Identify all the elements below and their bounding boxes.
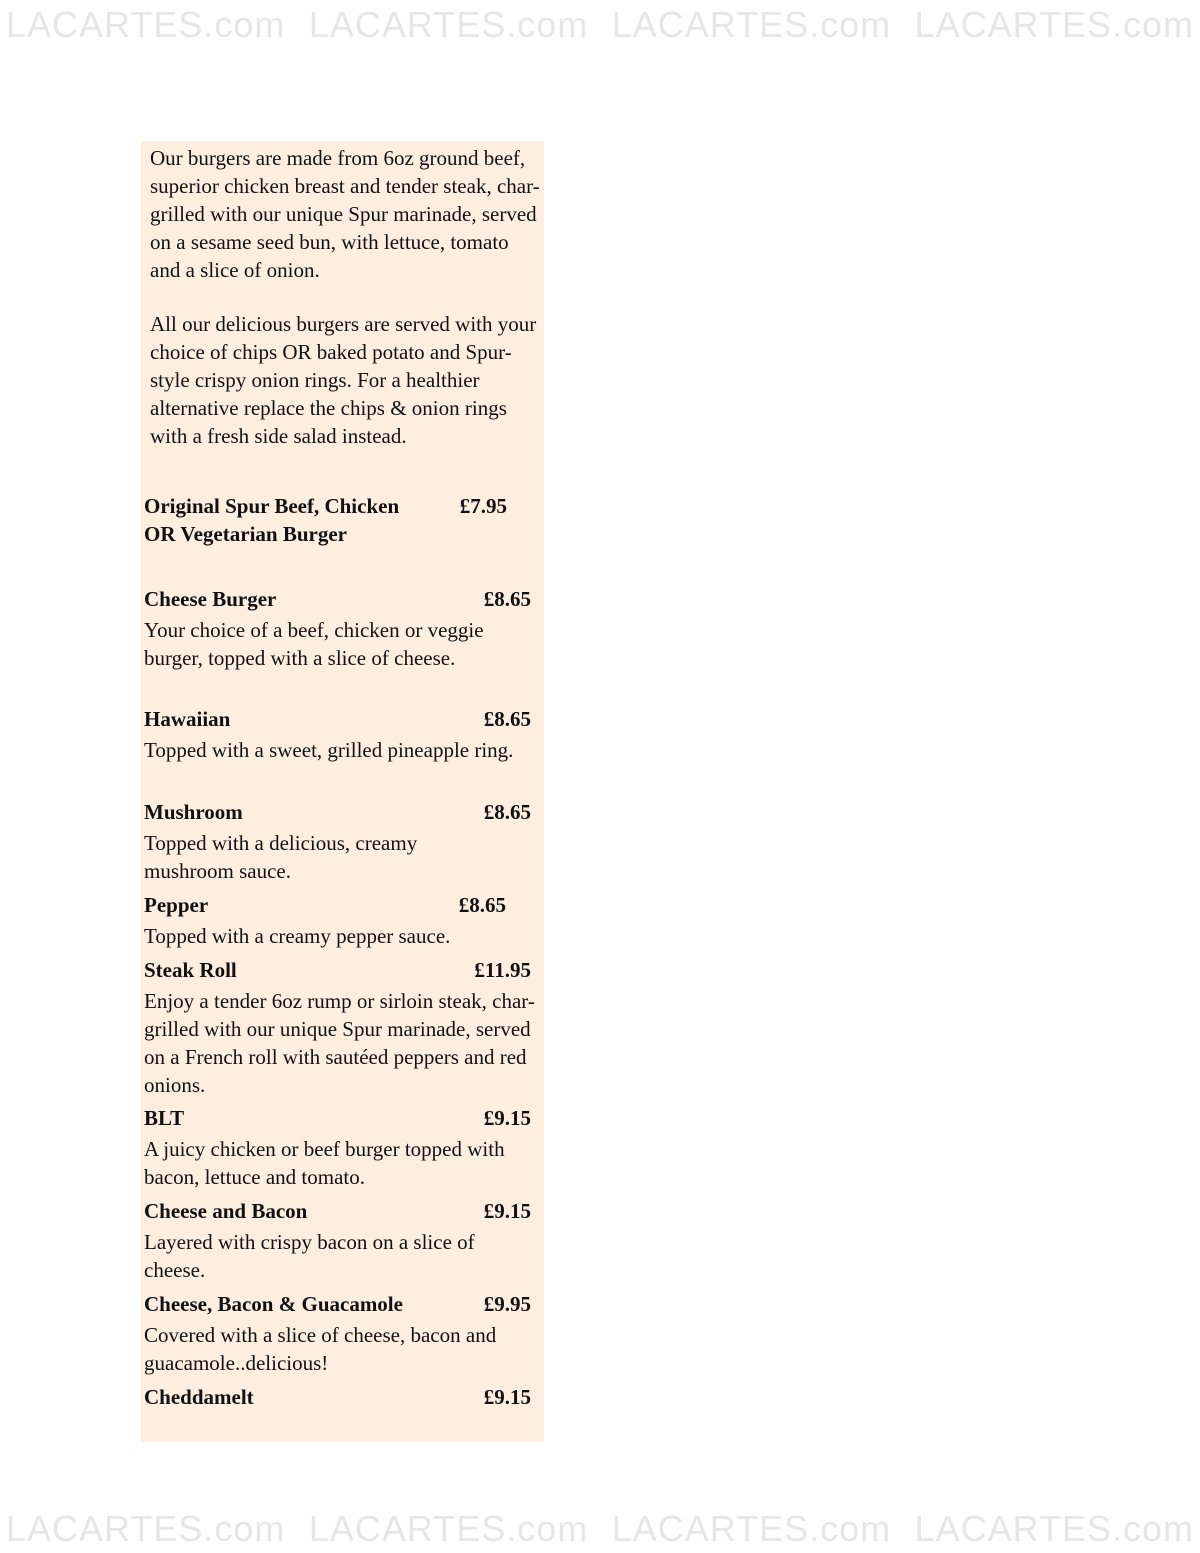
- item-name: Cheese Burger: [144, 587, 277, 611]
- item-description: Topped with a sweet, grilled pineapple ring.: [144, 738, 514, 762]
- item-name: Pepper: [144, 893, 209, 917]
- item-price: £8.65: [483, 707, 531, 731]
- watermark-text: LACARTES.com: [611, 1508, 892, 1549]
- item-price: £9.15: [483, 1385, 531, 1409]
- item-price: £9.15: [483, 1199, 531, 1223]
- item-name: Original Spur Beef, Chicken OR Vegetarian Burger: [144, 494, 400, 546]
- item-description: Covered with a slice of cheese, bacon and guacamole..delicious!: [144, 1323, 497, 1375]
- item-price: £11.95: [474, 958, 531, 982]
- item-name: Cheese and Bacon: [144, 1199, 308, 1223]
- watermark-text: LACARTES.com: [308, 4, 589, 45]
- item-price: £8.65: [483, 800, 531, 824]
- item-name: Steak Roll: [144, 958, 237, 982]
- item-description: Enjoy a tender 6oz rump or sirloin steak, char-grilled with our unique Spur marinade, served on a French roll with sautéed peppers and red onions.: [144, 989, 535, 1097]
- watermark-text: LACARTES.com: [6, 4, 286, 45]
- watermark-text: LACARTES.com: [914, 4, 1194, 45]
- watermark-text: LACARTES.com: [308, 1508, 589, 1549]
- item-price: £7.95: [459, 494, 507, 518]
- watermark-text: LACARTES.com: [611, 4, 892, 45]
- watermark-top: [0, 4, 1200, 46]
- item-price: £9.15: [483, 1106, 531, 1130]
- item-description: Layered with crispy bacon on a slice of cheese.: [144, 1230, 475, 1282]
- item-price: £8.65: [483, 587, 531, 611]
- watermark-text: LACARTES.com: [6, 1508, 286, 1549]
- item-name: Cheddamelt: [144, 1385, 254, 1409]
- item-price: £8.65: [458, 893, 506, 917]
- intro-paragraph: All our delicious burgers are served with your choice of chips OR baked potato and Spur-style crispy onion rings. For a healthier alternative replace the chips & onion rings with a fresh side salad instead.: [150, 312, 537, 448]
- burger-menu-panel: [141, 141, 544, 1442]
- item-price: £9.95: [483, 1292, 531, 1316]
- item-description: Your choice of a beef, chicken or veggie burger, topped with a slice of cheese.: [144, 618, 484, 670]
- watermark-text: LACARTES.com: [914, 1508, 1194, 1549]
- item-description: Topped with a delicious, creamy mushroom sauce.: [144, 831, 418, 883]
- item-description: A juicy chicken or beef burger topped with bacon, lettuce and tomato.: [144, 1137, 505, 1189]
- item-name: Hawaiian: [144, 707, 231, 731]
- item-description: Topped with a creamy pepper sauce.: [144, 924, 451, 948]
- item-name: BLT: [144, 1106, 185, 1130]
- item-name: Mushroom: [144, 800, 243, 824]
- watermark-bottom: [0, 1508, 1200, 1550]
- intro-paragraph: Our burgers are made from 6oz ground beef, superior chicken breast and tender steak, char-grilled with our unique Spur marinade, served on a sesame seed bun, with lettuce, tomato and a slice of onion.: [150, 146, 540, 282]
- item-name: Cheese, Bacon & Guacamole: [144, 1292, 403, 1316]
